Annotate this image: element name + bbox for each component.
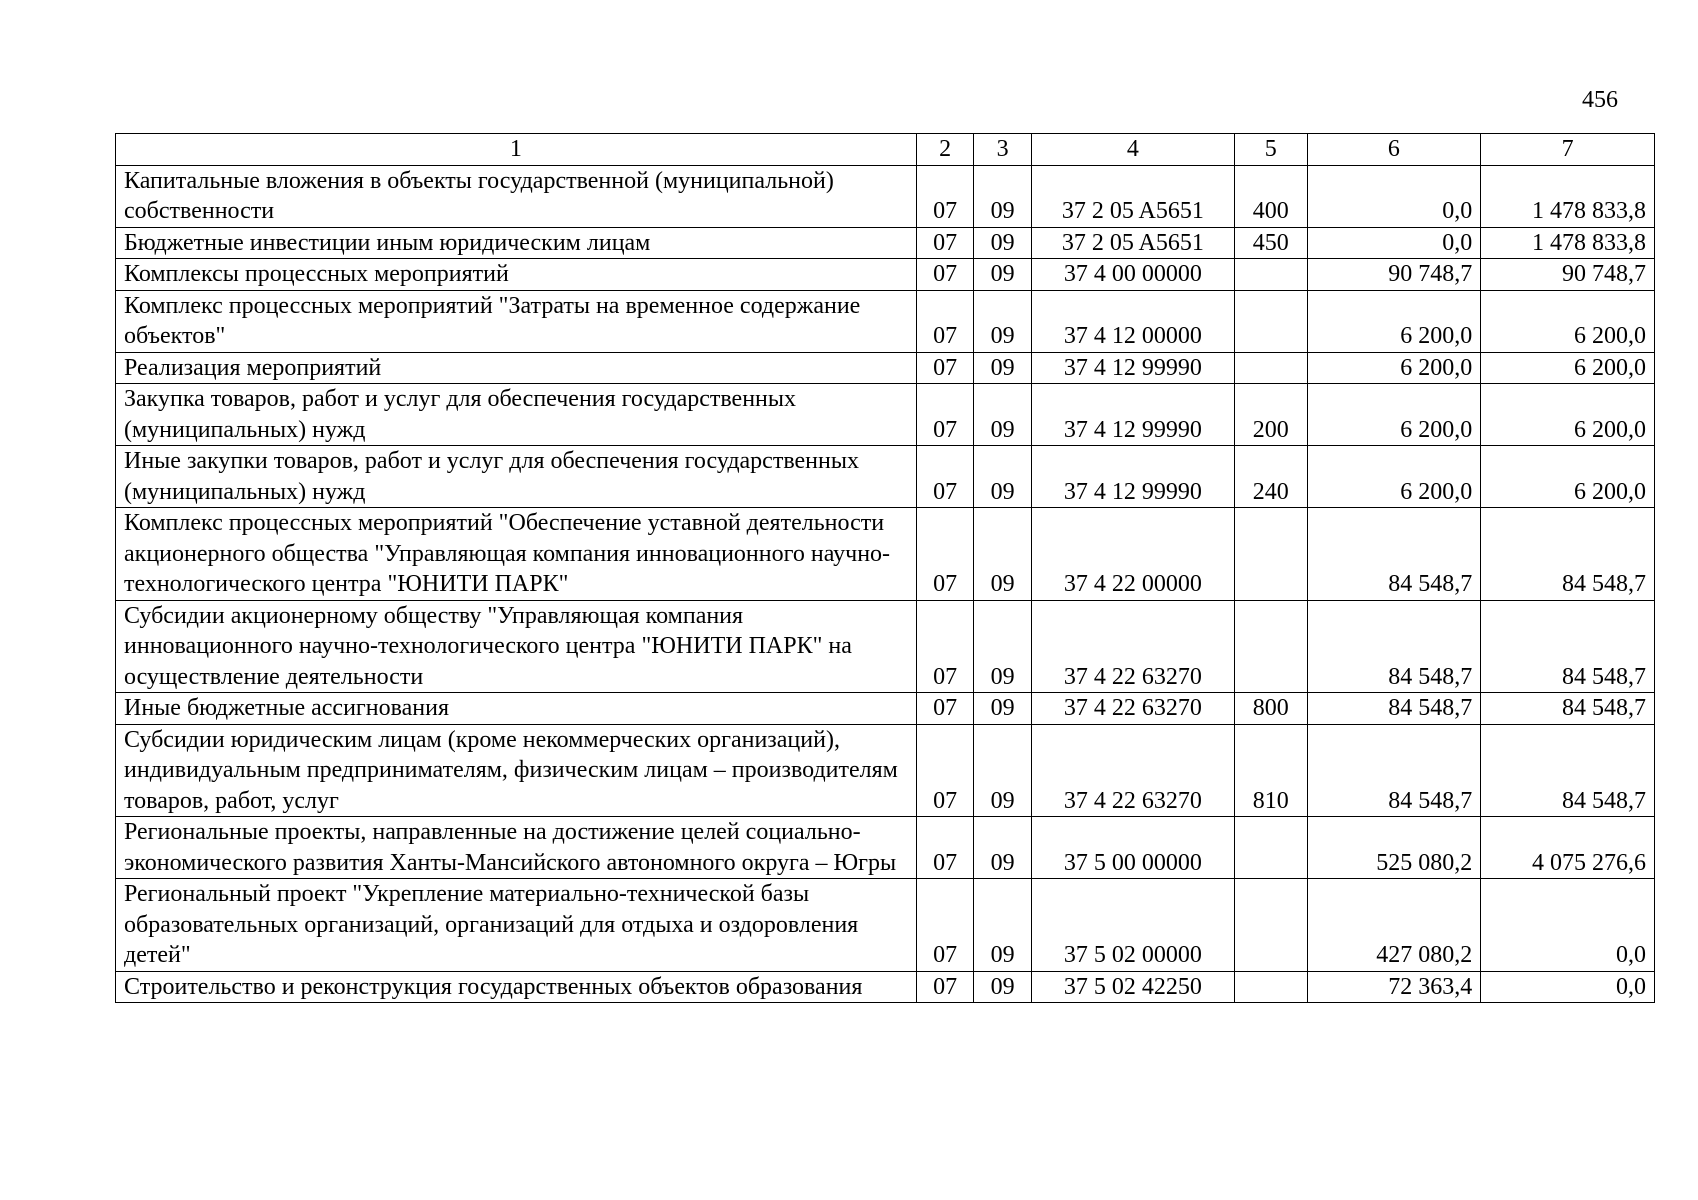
row-amount-7-cell: 84 548,7: [1481, 600, 1655, 693]
row-subsection-cell: 09: [974, 724, 1032, 817]
row-section-cell: 07: [916, 259, 974, 291]
row-expense-type-cell: [1234, 971, 1307, 1003]
row-subsection-cell: 09: [974, 259, 1032, 291]
row-amount-7-cell: 6 200,0: [1481, 352, 1655, 384]
row-amount-7-cell: 6 200,0: [1481, 384, 1655, 446]
row-expense-type-cell: [1234, 879, 1307, 972]
table-row: [116, 817, 1655, 879]
row-target-code-cell: 37 4 12 99990: [1031, 446, 1234, 508]
row-amount-7-cell: 1 478 833,8: [1481, 165, 1655, 227]
row-expense-type-cell: [1234, 290, 1307, 352]
row-expense-type-cell: 400: [1234, 165, 1307, 227]
row-expense-type-cell: [1234, 508, 1307, 601]
row-section-cell: 07: [916, 384, 974, 446]
row-subsection-cell: 09: [974, 971, 1032, 1003]
row-expense-type-cell: [1234, 817, 1307, 879]
row-amount-7-cell: 4 075 276,6: [1481, 817, 1655, 879]
row-section-cell: 07: [916, 352, 974, 384]
row-subsection-cell: 09: [974, 290, 1032, 352]
row-amount-6-cell: 84 548,7: [1307, 693, 1481, 725]
row-subsection-cell: 09: [974, 508, 1032, 601]
row-section-cell: 07: [916, 971, 974, 1003]
row-subsection-cell: 09: [974, 384, 1032, 446]
row-name-cell: Закупка товаров, работ и услуг для обеспечения государственных (муниципальных) нужд: [116, 384, 917, 446]
row-amount-6-cell: 90 748,7: [1307, 259, 1481, 291]
table-row: [116, 290, 1655, 352]
row-subsection-cell: 09: [974, 165, 1032, 227]
header-cell-4: 4: [1031, 134, 1234, 166]
row-name-cell: Бюджетные инвестиции иным юридическим лицам: [116, 227, 917, 259]
row-name-cell: Иные закупки товаров, работ и услуг для обеспечения государственных (муниципальных) нужд: [116, 446, 917, 508]
row-target-code-cell: 37 5 02 00000: [1031, 879, 1234, 972]
row-expense-type-cell: 450: [1234, 227, 1307, 259]
header-cell-1: 1: [116, 134, 917, 166]
row-name-cell: Строительство и реконструкция государственных объектов образования: [116, 971, 917, 1003]
row-section-cell: 07: [916, 879, 974, 972]
row-subsection-cell: 09: [974, 600, 1032, 693]
row-section-cell: 07: [916, 817, 974, 879]
table-row: [116, 508, 1655, 601]
row-target-code-cell: 37 4 22 00000: [1031, 508, 1234, 601]
row-subsection-cell: 09: [974, 879, 1032, 972]
row-name-cell: Комплексы процессных мероприятий: [116, 259, 917, 291]
row-section-cell: 07: [916, 600, 974, 693]
row-amount-6-cell: 0,0: [1307, 227, 1481, 259]
table-row: [116, 879, 1655, 972]
row-name-cell: Комплекс процессных мероприятий "Обеспечение уставной деятельности акционерного общества "Управляющая компания инновационного научно-технологического центра "ЮНИТИ ПАРК": [116, 508, 917, 601]
row-name-cell: Региональные проекты, направленные на достижение целей социально-экономического развития Ханты-Мансийского автономного округа – Югры: [116, 817, 917, 879]
row-target-code-cell: 37 4 12 99990: [1031, 352, 1234, 384]
row-target-code-cell: 37 4 22 63270: [1031, 600, 1234, 693]
table-row: [116, 446, 1655, 508]
table-row: [116, 600, 1655, 693]
row-amount-6-cell: 6 200,0: [1307, 384, 1481, 446]
row-expense-type-cell: [1234, 259, 1307, 291]
row-expense-type-cell: 810: [1234, 724, 1307, 817]
row-target-code-cell: 37 5 00 00000: [1031, 817, 1234, 879]
row-section-cell: 07: [916, 290, 974, 352]
row-name-cell: Реализация мероприятий: [116, 352, 917, 384]
row-section-cell: 07: [916, 508, 974, 601]
row-subsection-cell: 09: [974, 352, 1032, 384]
row-expense-type-cell: 800: [1234, 693, 1307, 725]
row-subsection-cell: 09: [974, 227, 1032, 259]
row-target-code-cell: 37 2 05 A5651: [1031, 165, 1234, 227]
row-name-cell: Субсидии акционерному обществу "Управляющая компания инновационного научно-технологического центра "ЮНИТИ ПАРК" на осуществление деятельности: [116, 600, 917, 693]
budget-table: [115, 133, 1655, 1003]
row-expense-type-cell: 240: [1234, 446, 1307, 508]
row-subsection-cell: 09: [974, 446, 1032, 508]
header-row: [116, 134, 1655, 166]
table-row: [116, 971, 1655, 1003]
row-name-cell: Комплекс процессных мероприятий "Затраты на временное содержание объектов": [116, 290, 917, 352]
table-row: [116, 724, 1655, 817]
row-amount-7-cell: 84 548,7: [1481, 724, 1655, 817]
row-amount-6-cell: 6 200,0: [1307, 352, 1481, 384]
row-section-cell: 07: [916, 227, 974, 259]
table-row: [116, 384, 1655, 446]
table-row: [116, 165, 1655, 227]
header-cell-6: 6: [1307, 134, 1481, 166]
table-row: [116, 352, 1655, 384]
header-cell-5: 5: [1234, 134, 1307, 166]
row-section-cell: 07: [916, 693, 974, 725]
row-name-cell: Региональный проект "Укрепление материально-технической базы образовательных организаций, организаций для отдыха и оздоровления детей": [116, 879, 917, 972]
header-cell-7: 7: [1481, 134, 1655, 166]
row-amount-6-cell: 6 200,0: [1307, 290, 1481, 352]
header-cell-2: 2: [916, 134, 974, 166]
row-amount-7-cell: 6 200,0: [1481, 446, 1655, 508]
page-number: 456: [1582, 87, 1618, 113]
row-amount-6-cell: 6 200,0: [1307, 446, 1481, 508]
row-target-code-cell: 37 4 12 99990: [1031, 384, 1234, 446]
row-amount-6-cell: 427 080,2: [1307, 879, 1481, 972]
row-amount-7-cell: 90 748,7: [1481, 259, 1655, 291]
row-amount-6-cell: 72 363,4: [1307, 971, 1481, 1003]
row-name-cell: Капитальные вложения в объекты государственной (муниципальной) собственности: [116, 165, 917, 227]
row-subsection-cell: 09: [974, 693, 1032, 725]
row-amount-7-cell: 84 548,7: [1481, 693, 1655, 725]
row-section-cell: 07: [916, 446, 974, 508]
table-row: [116, 259, 1655, 291]
row-target-code-cell: 37 4 00 00000: [1031, 259, 1234, 291]
row-target-code-cell: 37 4 22 63270: [1031, 693, 1234, 725]
row-amount-7-cell: 1 478 833,8: [1481, 227, 1655, 259]
row-expense-type-cell: 200: [1234, 384, 1307, 446]
header-cell-3: 3: [974, 134, 1032, 166]
table-body: [116, 165, 1655, 1003]
row-amount-7-cell: 6 200,0: [1481, 290, 1655, 352]
row-amount-7-cell: 0,0: [1481, 971, 1655, 1003]
row-section-cell: 07: [916, 165, 974, 227]
row-amount-7-cell: 0,0: [1481, 879, 1655, 972]
row-subsection-cell: 09: [974, 817, 1032, 879]
row-target-code-cell: 37 5 02 42250: [1031, 971, 1234, 1003]
row-name-cell: Иные бюджетные ассигнования: [116, 693, 917, 725]
row-amount-6-cell: 84 548,7: [1307, 600, 1481, 693]
row-amount-6-cell: 0,0: [1307, 165, 1481, 227]
row-target-code-cell: 37 4 12 00000: [1031, 290, 1234, 352]
row-amount-6-cell: 525 080,2: [1307, 817, 1481, 879]
row-target-code-cell: 37 2 05 A5651: [1031, 227, 1234, 259]
row-section-cell: 07: [916, 724, 974, 817]
row-amount-6-cell: 84 548,7: [1307, 508, 1481, 601]
table-row: [116, 693, 1655, 725]
table-row: [116, 227, 1655, 259]
row-target-code-cell: 37 4 22 63270: [1031, 724, 1234, 817]
row-amount-7-cell: 84 548,7: [1481, 508, 1655, 601]
row-expense-type-cell: [1234, 352, 1307, 384]
row-amount-6-cell: 84 548,7: [1307, 724, 1481, 817]
row-expense-type-cell: [1234, 600, 1307, 693]
row-name-cell: Субсидии юридическим лицам (кроме некоммерческих организаций), индивидуальным предпринимателям, физическим лицам – производителям товаров, работ, услуг: [116, 724, 917, 817]
